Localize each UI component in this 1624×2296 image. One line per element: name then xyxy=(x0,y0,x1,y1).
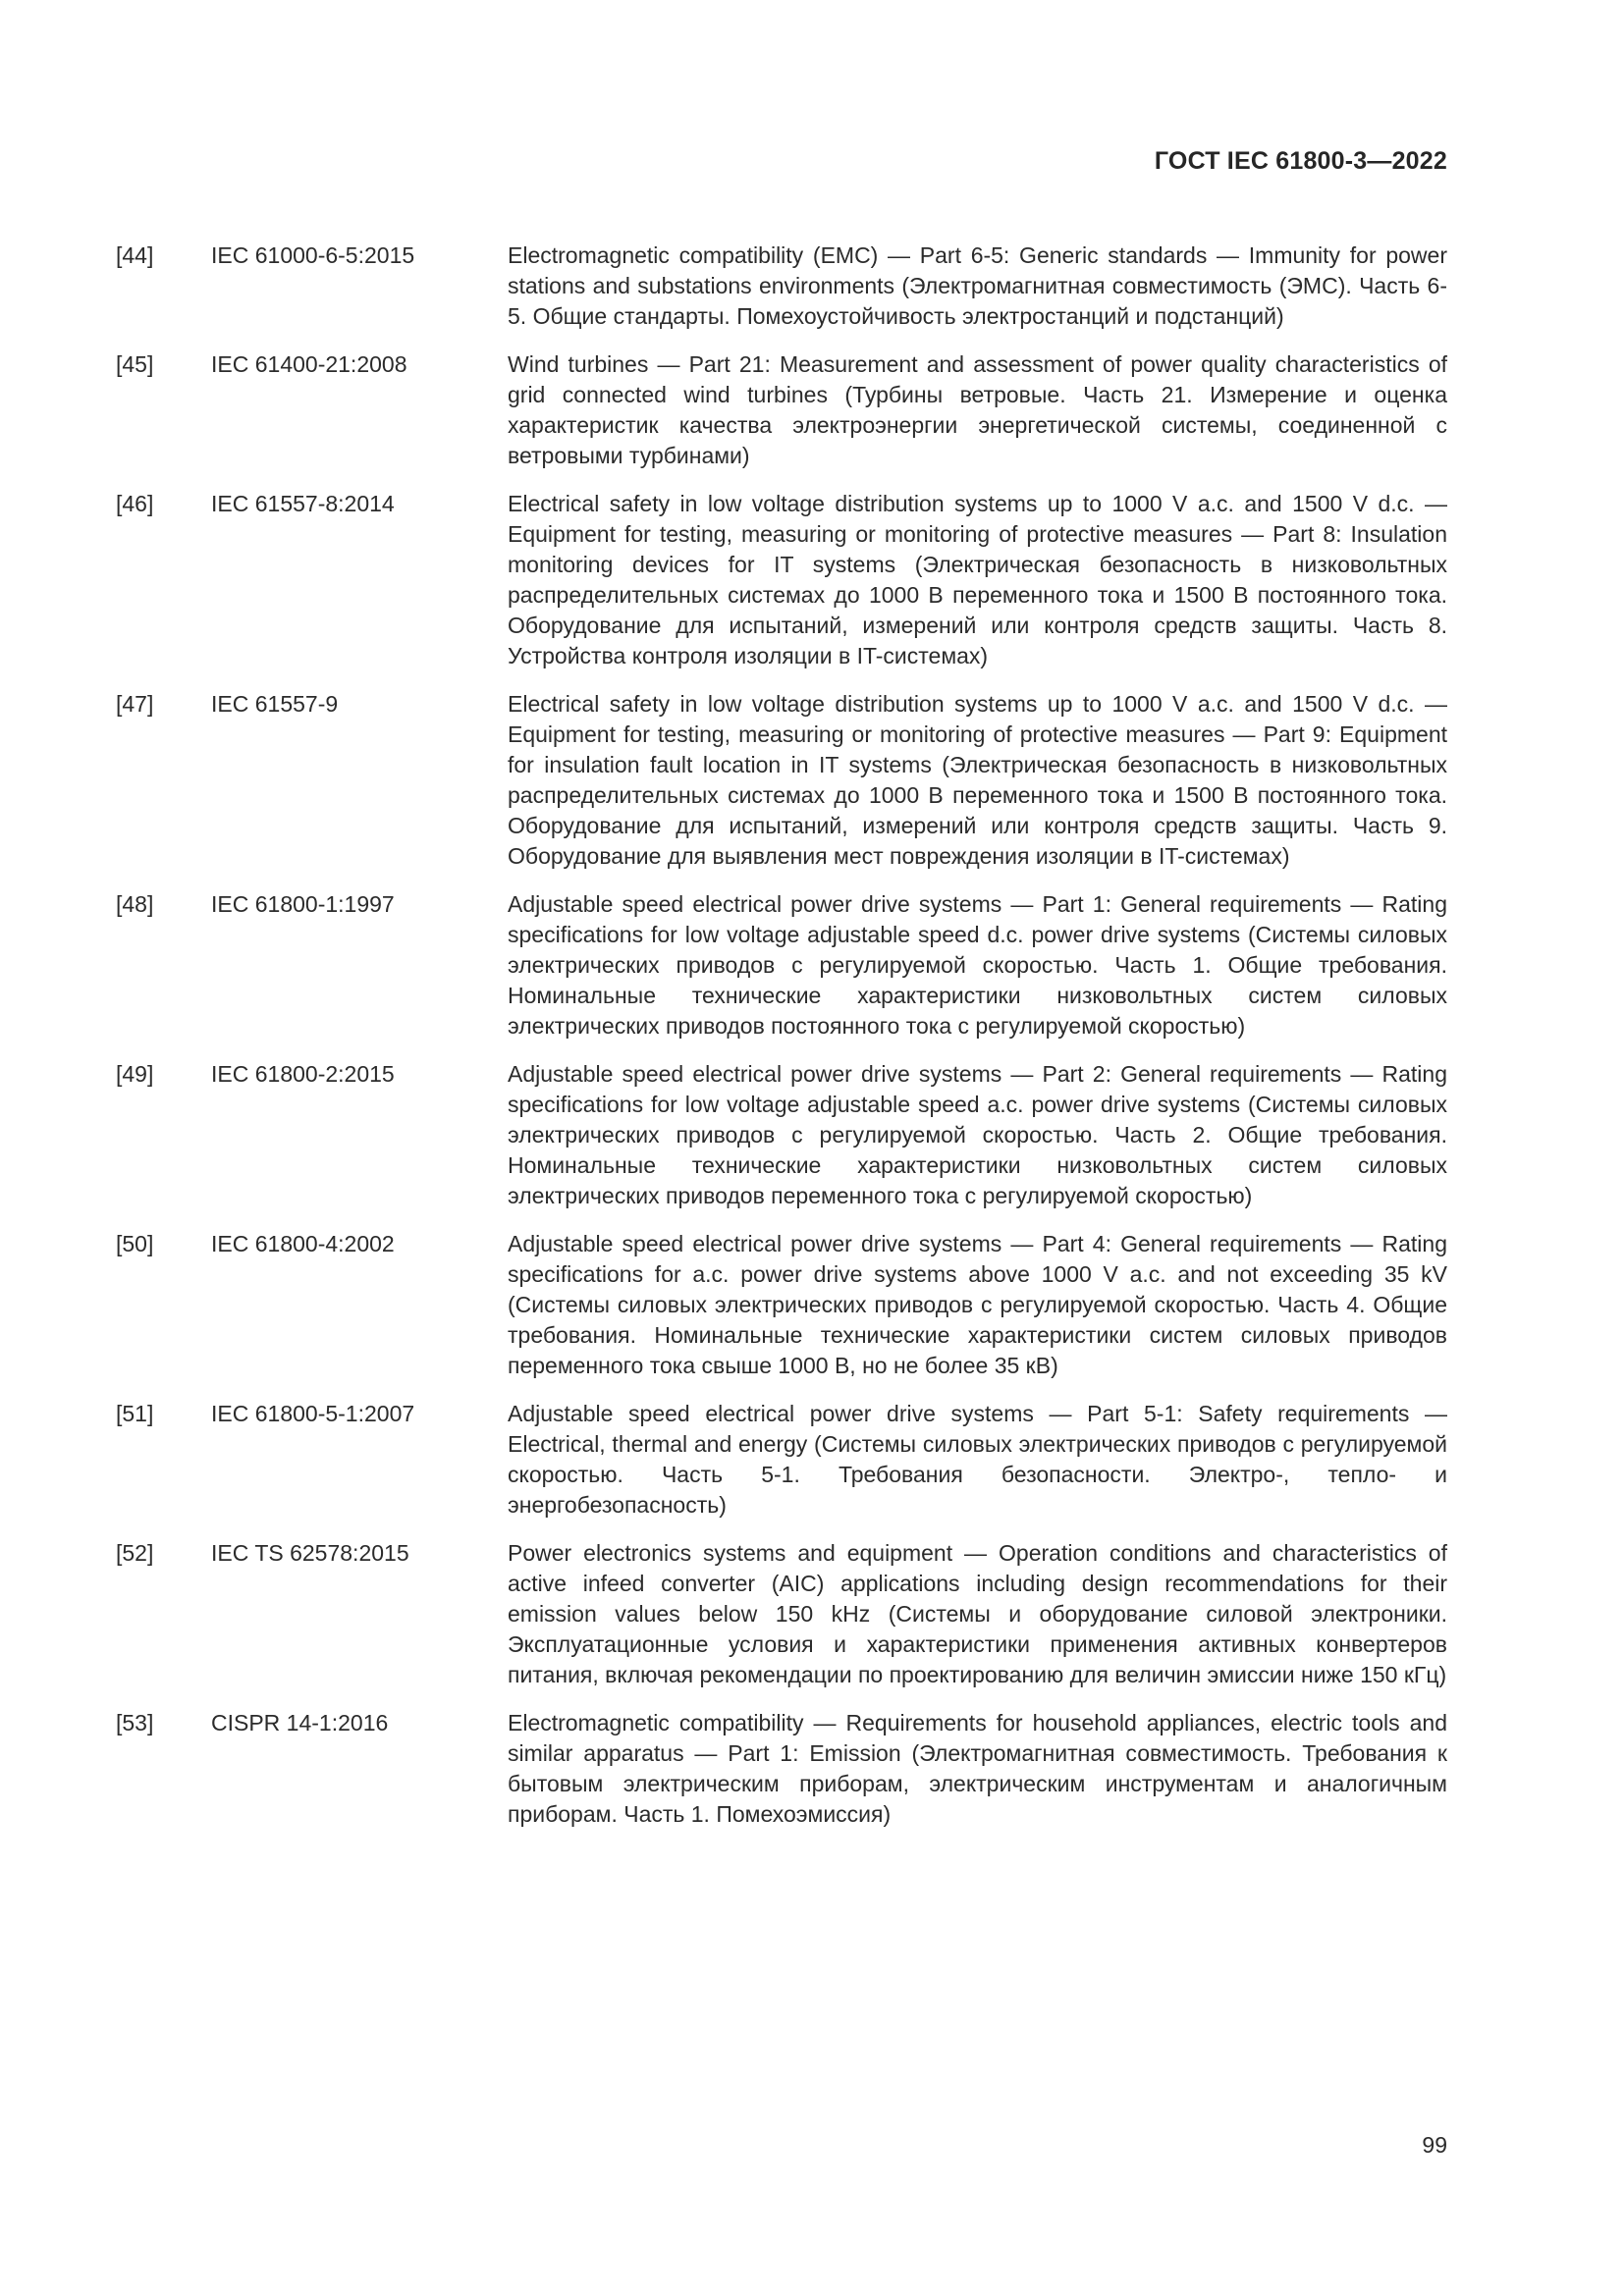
ref-number: [50] xyxy=(116,1231,154,1256)
ref-title: Adjustable speed electrical power drive systems — Part 4: General requirements — Rating specifications for a.c. power drive systems above 1000 V a.c. and not exceeding 35 kV (Системы силовых электрических приводов с регулируемой скоростью. Часть 4. Общие требования. Номинальные технические характеристики систем силовых приводов переменного тока свыше 1000 В, но не более 35 кВ) xyxy=(508,1231,1447,1378)
ref-title: Electrical safety in low voltage distribution systems up to 1000 V a.c. and 1500 V d.c. — Equipment for testing, measuring or monitoring of protective measures — Part 8: Insulation monitoring devices for IT systems (Электрическая безопасность в низковольтных распределительных системах до 1000 В переменного тока и 1500 В постоянного тока. Оборудование для испытаний, измерений или контроля средств защиты. Часть 8. Устройства контроля изоляции в IT-системах) xyxy=(508,491,1447,668)
ref-title: Electromagnetic compatibility — Requirements for household appliances, electric tools and similar apparatus — Part 1: Emission (Электромагнитная совместимость. Требования к бытовым электрическим приборам, электрическим инструментам и аналогичным приборам. Часть 1. Помехоэмиссия) xyxy=(508,1710,1447,1827)
ref-standard-code: IEC 61800-5-1:2007 xyxy=(211,1401,415,1426)
ref-standard-code: IEC 61557-8:2014 xyxy=(211,491,395,516)
bibliography-entry xyxy=(116,240,1447,332)
bibliography-entry xyxy=(116,1059,1447,1211)
ref-title: Adjustable speed electrical power drive systems — Part 1: General requirements — Rating specifications for low voltage adjustable speed d.c. power drive systems (Системы силовых электрических приводов с регулируемой скоростью. Часть 1. Общие требования. Номинальные технические характеристики низковольтных систем силовых электрических приводов постоянного тока с регулируемой скоростью) xyxy=(508,891,1447,1039)
ref-standard-code: IEC 61800-1:1997 xyxy=(211,891,395,917)
ref-title: Power electronics systems and equipment — Operation conditions and characteristics of active infeed converter (AIC) applications including design recommendations for their emission values below 150 kHz (Системы и оборудование силовой электроники. Эксплуатационные условия и характеристики применения активных конвертеров питания, включая рекомендации по проектированию для величин эмиссии ниже 150 кГц) xyxy=(508,1540,1447,1687)
ref-number: [45] xyxy=(116,351,154,377)
bibliography-entry xyxy=(116,1399,1447,1521)
bibliography-entry xyxy=(116,1538,1447,1690)
ref-title: Adjustable speed electrical power drive systems — Part 2: General requirements — Rating specifications for low voltage adjustable speed a.c. power drive systems (Системы силовых электрических приводов с регулируемой скоростью. Часть 2. Общие требования. Номинальные технические характеристики низковольтных систем силовых электрических приводов переменного тока с регулируемой скоростью) xyxy=(508,1061,1447,1208)
ref-number: [53] xyxy=(116,1710,154,1735)
ref-standard-code: IEC 61400-21:2008 xyxy=(211,351,407,377)
ref-number: [48] xyxy=(116,891,154,917)
ref-number: [44] xyxy=(116,242,154,268)
ref-title: Wind turbines — Part 21: Measurement and assessment of power quality characteristics of grid connected wind turbines (Турбины ветровые. Часть 21. Измерение и оценка характеристик качества электроэнергии энергетической системы, соединенной с ветровыми турбинами) xyxy=(508,351,1447,468)
ref-standard-code: IEC 61557-9 xyxy=(211,691,339,717)
ref-standard-code: IEC TS 62578:2015 xyxy=(211,1540,409,1566)
ref-standard-code: IEC 61800-4:2002 xyxy=(211,1231,395,1256)
ref-number: [51] xyxy=(116,1401,154,1426)
ref-standard-code: IEC 61000-6-5:2015 xyxy=(211,242,415,268)
bibliography-entry xyxy=(116,689,1447,872)
page-number: 99 xyxy=(1422,2132,1447,2158)
ref-title: Adjustable speed electrical power drive systems — Part 5-1: Safety requirements — Electrical, thermal and energy (Системы силовых электрических приводов с регулируемой скоростью. Часть 5-1. Требования безопасности. Электро-, тепло- и энергобезопасность) xyxy=(508,1401,1447,1518)
bibliography-entry xyxy=(116,349,1447,471)
ref-number: [49] xyxy=(116,1061,154,1087)
ref-title: Electrical safety in low voltage distribution systems up to 1000 V a.c. and 1500 V d.c. — Equipment for testing, measuring or monitoring of protective measures — Part 9: Equipment for insulation fault location in IT systems (Электрическая безопасность в низковольтных распределительных системах до 1000 В переменного тока и 1500 В постоянного тока. Оборудование для испытаний, измерений или контроля средств защиты. Часть 9. Оборудование для выявления мест повреждения изоляции в IT-системах) xyxy=(508,691,1447,869)
bibliography-list xyxy=(116,240,1447,1847)
bibliography-entry xyxy=(116,1229,1447,1381)
bibliography-entry xyxy=(116,1708,1447,1830)
ref-number: [52] xyxy=(116,1540,154,1566)
page-header-standard-id: ГОСТ IEC 61800-3—2022 xyxy=(1154,147,1447,175)
bibliography-entry xyxy=(116,489,1447,671)
ref-standard-code: IEC 61800-2:2015 xyxy=(211,1061,395,1087)
ref-number: [47] xyxy=(116,691,154,717)
ref-title: Electromagnetic compatibility (EMC) — Part 6-5: Generic standards — Immunity for power stations and substations environments (Электромагнитная совместимость (ЭМС). Часть 6-5. Общие стандарты. Помехоустойчивость электростанций и подстанций) xyxy=(508,242,1447,329)
ref-number: [46] xyxy=(116,491,154,516)
ref-standard-code: CISPR 14-1:2016 xyxy=(211,1710,389,1735)
bibliography-entry xyxy=(116,889,1447,1041)
